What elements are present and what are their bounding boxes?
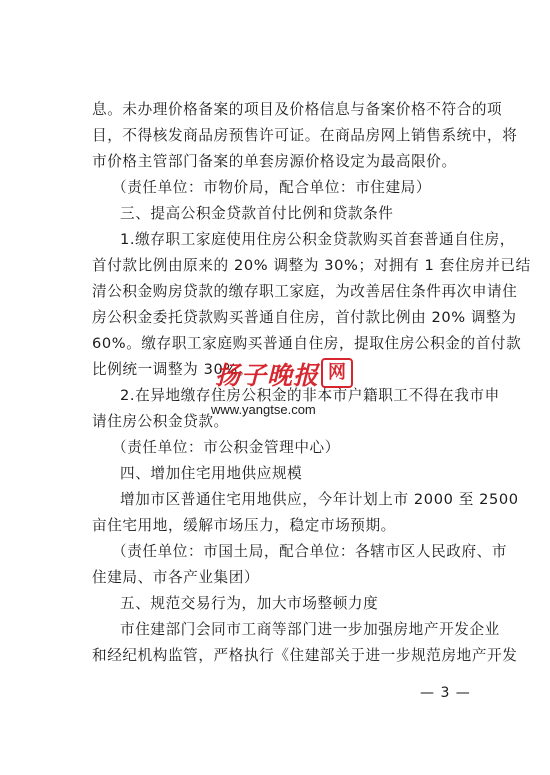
responsible-unit-line: （责任单位：市国土局，配合单位：各辖市区人民政府、市 (112, 543, 508, 560)
section-heading: 五、规范交易行为，加大市场整顿力度 (120, 595, 379, 612)
section-heading: 四、增加住宅用地供应规模 (120, 465, 303, 482)
body-line: 房公积金委托贷款购买普通自住房，首付款比例由 20% 调整为 (92, 309, 517, 326)
body-line: 增加市区普通住宅用地供应，今年计划上市 2000 至 2500 (120, 491, 519, 508)
watermark-title: 扬子晚报 (215, 361, 320, 390)
body-line: 首付款比例由原来的 20% 调整为 30%；对拥有 1 套住房并已结 (92, 257, 531, 274)
body-line: 60%。缴存职工家庭购买普通自住房，提取住房公积金的首付款 (92, 335, 522, 352)
body-line: 息。未办理价格备案的项目及价格信息与备案价格不符合的项 (92, 101, 503, 118)
body-line: 和经纪机构监管，严格执行《住建部关于进一步规范房地产开发 (92, 647, 518, 664)
yangtse-watermark (203, 356, 373, 420)
body-line: 请住房公积金贷款。 (92, 413, 229, 430)
body-line: 市价格主管部门备案的单套房源价格设定为最高限价。 (92, 153, 457, 170)
body-line: 亩住宅用地，缓解市场压力，稳定市场预期。 (92, 517, 396, 534)
page-number: — 3 — (420, 685, 471, 701)
body-line: 市住建部门会同市工商等部门进一步加强房地产开发企业 (120, 621, 500, 638)
watermark-url: www.yangtse.com (211, 402, 316, 417)
responsible-unit-line: （责任单位：市公积金管理中心） (112, 439, 340, 456)
watermark-box: 网 (321, 358, 353, 388)
body-line: 比例统一调整为 30%。 (92, 361, 254, 378)
body-line: 目，不得核发商品房预售许可证。在商品房网上销售系统中，将 (92, 127, 518, 144)
section-heading: 三、提高公积金贷款首付比例和贷款条件 (120, 205, 394, 222)
responsible-unit-line: （责任单位：市物价局，配合单位：市住建局） (112, 179, 432, 196)
body-line: 2.在异地缴存住房公积金的非本市户籍职工不得在我市申 (120, 387, 500, 404)
body-line: 清公积金购房贷款的缴存职工家庭，为改善居住条件再次申请住 (92, 283, 518, 300)
body-line: 1.缴存职工家庭使用住房公积金贷款购买首套普通自住房， (120, 231, 515, 248)
body-line: 住建局、市各产业集团） (92, 569, 260, 586)
